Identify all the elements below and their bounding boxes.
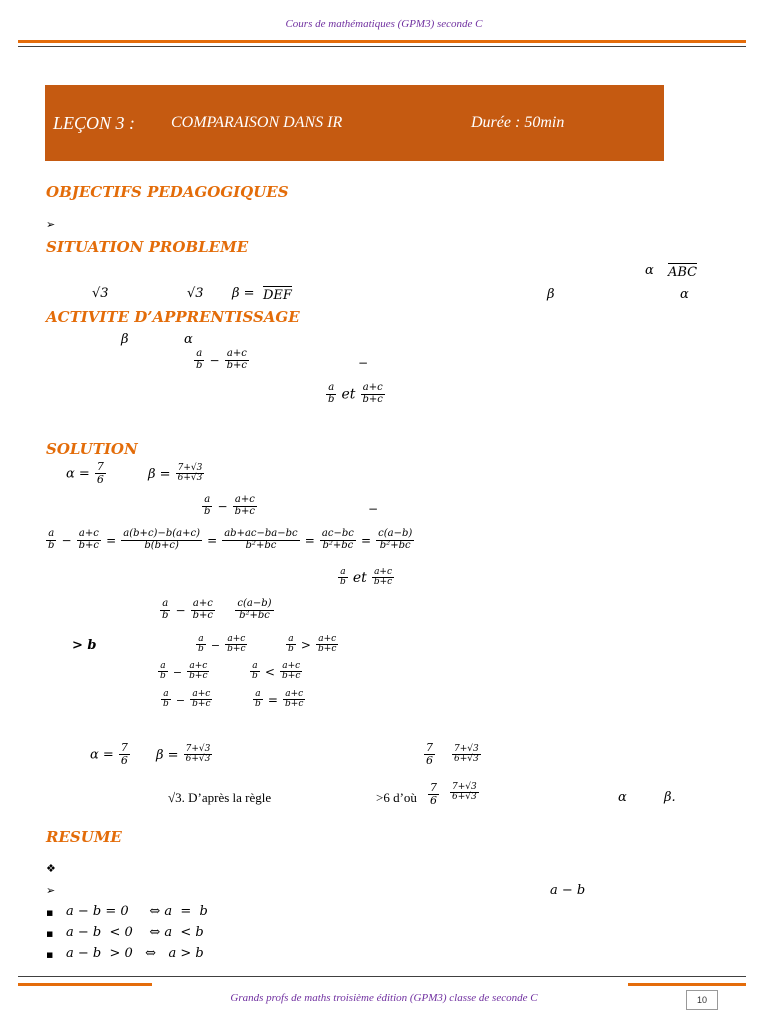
diamond-bullet: ❖: [46, 862, 56, 875]
case-gt: $\frac{a}{b}$ − $\frac{a+c}{b+c}$: [198, 633, 246, 654]
fraction-compare: $\frac{a}{b}$ et $\frac{a+c}{b+c}$: [340, 566, 393, 587]
math-dash: −: [368, 502, 379, 516]
math-dash: −: [358, 356, 369, 370]
section-activite: ACTIVITE D’APPRENTISSAGE: [46, 308, 300, 326]
fraction-sqrt: $\frac{7+√3}{6+√3}$: [452, 781, 477, 802]
math-angle-def: DEF: [263, 288, 292, 303]
alpha-value-2: α = $\frac{7}{6}$: [90, 741, 128, 767]
page-footer: Grands profs de maths troisième édition (GPM3) classe de seconde C: [230, 992, 538, 1004]
fraction-difference: $\frac{a}{b}$ − $\frac{a+c}{b+c}$: [204, 494, 256, 517]
lesson-topic: COMPARAISON DANS IR: [171, 114, 343, 131]
section-solution: SOLUTION: [46, 440, 138, 458]
math-a-minus-b: a − b: [550, 883, 586, 898]
page-number: 10: [686, 990, 718, 1010]
footer-accent-right: [628, 983, 746, 986]
case-eq: $\frac{a}{b}$ − $\frac{a+c}{b+c}$: [163, 688, 211, 709]
fraction-compare: $\frac{a}{b}$ et $\frac{a+c}{b+c}$: [328, 382, 383, 405]
math-sqrt3: √3: [92, 286, 109, 301]
math-sqrt3: √3: [187, 286, 204, 301]
rule-equal: a − b = 0 ⇔ a = b: [66, 904, 208, 919]
rule-greater: a − b > 0 ⇔ a > b: [66, 946, 204, 961]
math-beta: β: [547, 287, 555, 302]
case-eq-conclusion: $\frac{a}{b}$ = $\frac{a+c}{b+c}$: [255, 688, 304, 709]
footer-accent-left: [18, 983, 152, 986]
section-resume: RESUME: [46, 828, 122, 846]
math-beta: β.: [664, 790, 676, 805]
lesson-number: LEÇON 3 :: [53, 113, 136, 133]
beta-value-2: β = $\frac{7+√3}{6+√3}$: [156, 743, 211, 764]
lesson-duration: Durée : 50min: [471, 114, 565, 131]
fraction-seven-six: $\frac{7}{6}$: [430, 781, 437, 807]
footer-rule-thin: [18, 976, 746, 977]
arrow-bullet: ➢: [46, 218, 56, 231]
six-dou: >6 d’où: [376, 790, 417, 805]
fraction-sqrt: $\frac{7+√3}{6+√3}$: [454, 743, 479, 764]
fraction-seven-six: $\frac{7}{6}$: [426, 741, 433, 767]
calculation-line: $\frac{a}{b}$ − $\frac{a+c}{b+c}$ = $\frac{a(b+c)-b(a+c)}{b(b+c)}$ = $\frac{ab+ac-ba-bc}{\text{b²+bc}}$ = $\frac{ac-bc}{\text{b²+bc}}$ = $\frac{c(a-b)}{\text{b²+bc}}$: [48, 528, 413, 551]
header-rule: [18, 40, 746, 43]
math-angle-abc: ABC: [668, 265, 698, 280]
square-bullet: ▪: [46, 948, 54, 961]
square-bullet: ▪: [46, 906, 54, 919]
fraction-difference: $\frac{a}{b}$ − $\frac{a+c}{b+c}$: [196, 348, 248, 371]
square-bullet: ▪: [46, 927, 54, 940]
section-situation: SITUATION PROBLEME: [46, 238, 249, 256]
section-objectifs: OBJECTIFS PEDAGOGIQUES: [46, 183, 289, 201]
header-rule-thin: [18, 46, 746, 47]
alpha-value: α = $\frac{7}{6}$: [66, 460, 104, 486]
math-gt-b: > b: [72, 638, 97, 653]
math-alpha: α: [645, 263, 654, 278]
math-alpha: α: [618, 790, 627, 805]
arrow-bullet: ➢: [46, 884, 56, 897]
case-gt-conclusion: $\frac{a}{b}$ > $\frac{a+c}{b+c}$: [288, 633, 337, 654]
math-alpha: α: [680, 287, 689, 302]
sqrt3-rule: √3. D’après la règle: [168, 790, 272, 805]
math-beta-eq: β =: [232, 286, 255, 301]
lesson-banner: [45, 85, 664, 161]
page-header: Cours de mathématiques (GPM3) seconde C: [285, 18, 483, 30]
math-alpha: α: [184, 332, 193, 347]
beta-value: β = $\frac{7+√3}{6+√3}$: [148, 462, 203, 483]
case-lt: $\frac{a}{b}$ − $\frac{a+c}{b+c}$: [160, 660, 208, 681]
math-beta: β: [121, 332, 129, 347]
case-lt-conclusion: $\frac{a}{b}$ < $\frac{a+c}{b+c}$: [252, 660, 301, 681]
difference-result: $\frac{a}{b}$ − $\frac{a+c}{b+c}$ $\frac{c(a-b)}{\text{b²+bc}}$: [162, 598, 272, 621]
rule-less: a − b < 0 ⇔ a < b: [66, 925, 204, 940]
